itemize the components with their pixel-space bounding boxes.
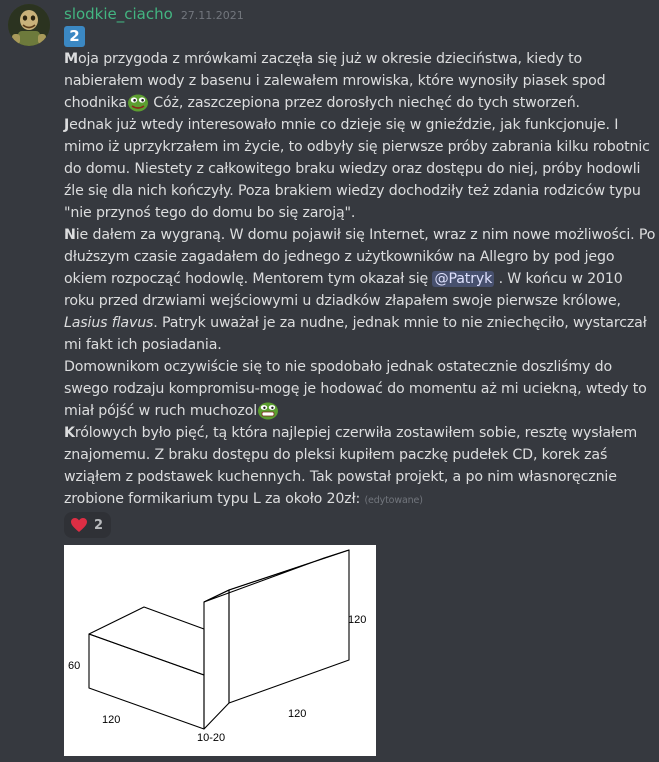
paragraph-text: rólowych było pięć, tą która najlepiej czerwiła zostawiłem sobie, resztę wysłałem znajomemu. Z braku dostępu do pleksi kupiłem paczkę pudełek CD, korek zaś wziąłem z podstawek kuchennych. Tak powstał projekt, a po nim własnoręcznie zrobione formikarium typu L za około 20zł:	[64, 425, 637, 507]
dimension-height-right: 120	[348, 614, 367, 626]
paragraph-text-end: . Patryk uważał je za nudne, jednak mnie to nie zniechęciło, wystarczał mi fakt ich posiadania.	[64, 315, 647, 353]
paragraph-text: oja przygoda z mrówkami zaczęła się już w okresie dzieciństwa, kiedy to nabierałem wody z basenu i zalewałem mrowiska, które wynosiły piasek spod chodnika	[64, 51, 606, 111]
message-header	[64, 5, 244, 25]
paragraph-text: ie dałem za wygraną. W domu pojawił się Internet, wraz z nim nowe możliwości. Po dłuższym czasie zagadałem do jednego z użytkowników na Allegro by pod jego okiem rozpocząć hodowlę. Mentorem tym okazał się	[64, 227, 656, 287]
paragraph-initial: J	[64, 117, 70, 133]
tall-block-front-face	[204, 590, 229, 729]
heart-icon	[70, 517, 88, 533]
paragraph-text-continued: . W końcu w 2010 roku przed drzwiami wejściowymi u dziadków złapałem swoje pierwsze królowe,	[64, 271, 623, 309]
avatar-image-icon	[8, 4, 50, 46]
user-mention[interactable]: @Patryk	[434, 271, 493, 287]
reaction-heart-button[interactable]	[64, 512, 111, 538]
edited-marker: (edytowane)	[364, 495, 423, 506]
image-attachment[interactable]	[64, 545, 376, 756]
low-block-top-face	[89, 607, 204, 675]
paragraph-initial: K	[64, 425, 75, 441]
paragraph-text: ednak już wtedy interesowało mnie co dzieje się w gnieździe, jak funkcjonuje. I mimo iż uprzykrzałem im życie, to odbyły się pierwsze próby zabrania kilku robotnic do domu. Niestety z całkowitego braku wiedzy oraz dostępu do niej, próby hodowli źle się dla nich kończyły. Poza brakiem wiedzy dochodziły też zdania rodziców typu "nie przynoś tego do domu bo się zaroją".	[64, 117, 650, 221]
species-name: Lasius flavus	[64, 315, 154, 331]
paragraph-5	[64, 422, 656, 512]
username[interactable]: slodkie_ciacho	[64, 5, 173, 23]
paragraph-3	[64, 224, 656, 356]
dimension-length-right: 120	[288, 708, 307, 720]
pepe-grin-icon	[257, 400, 279, 420]
dimension-height-left: 60	[68, 660, 81, 672]
paragraph-text: Domownikom oczywiście się to nie spodobało jednak ostatecznie doszliśmy do swego rodzaju kompromisu-mogę je hodować do momentu aż mi uciekną, wtedy to miał pójść w ruch muchozol	[64, 359, 647, 419]
dimension-length-left: 120	[102, 714, 121, 726]
timestamp: 27.11.2021	[180, 9, 244, 22]
paragraph-text-continued: Cóż, zaszczepiona przez dorosłych niechęć do tych stworzeń.	[148, 95, 580, 111]
dimension-depth: 10-20	[197, 732, 226, 744]
pepe-smile-icon	[127, 92, 149, 112]
reaction-count: 2	[94, 517, 104, 533]
tall-block-side-face	[229, 550, 349, 703]
paragraph-1	[64, 48, 656, 114]
paragraph-4	[64, 356, 656, 422]
formicarium-diagram	[64, 545, 376, 756]
message-content	[64, 48, 656, 512]
keycap-number-badge: 2	[64, 26, 85, 47]
paragraph-initial: N	[64, 227, 76, 243]
avatar[interactable]	[8, 4, 50, 46]
paragraph-initial: M	[64, 51, 78, 67]
paragraph-2	[64, 114, 656, 224]
